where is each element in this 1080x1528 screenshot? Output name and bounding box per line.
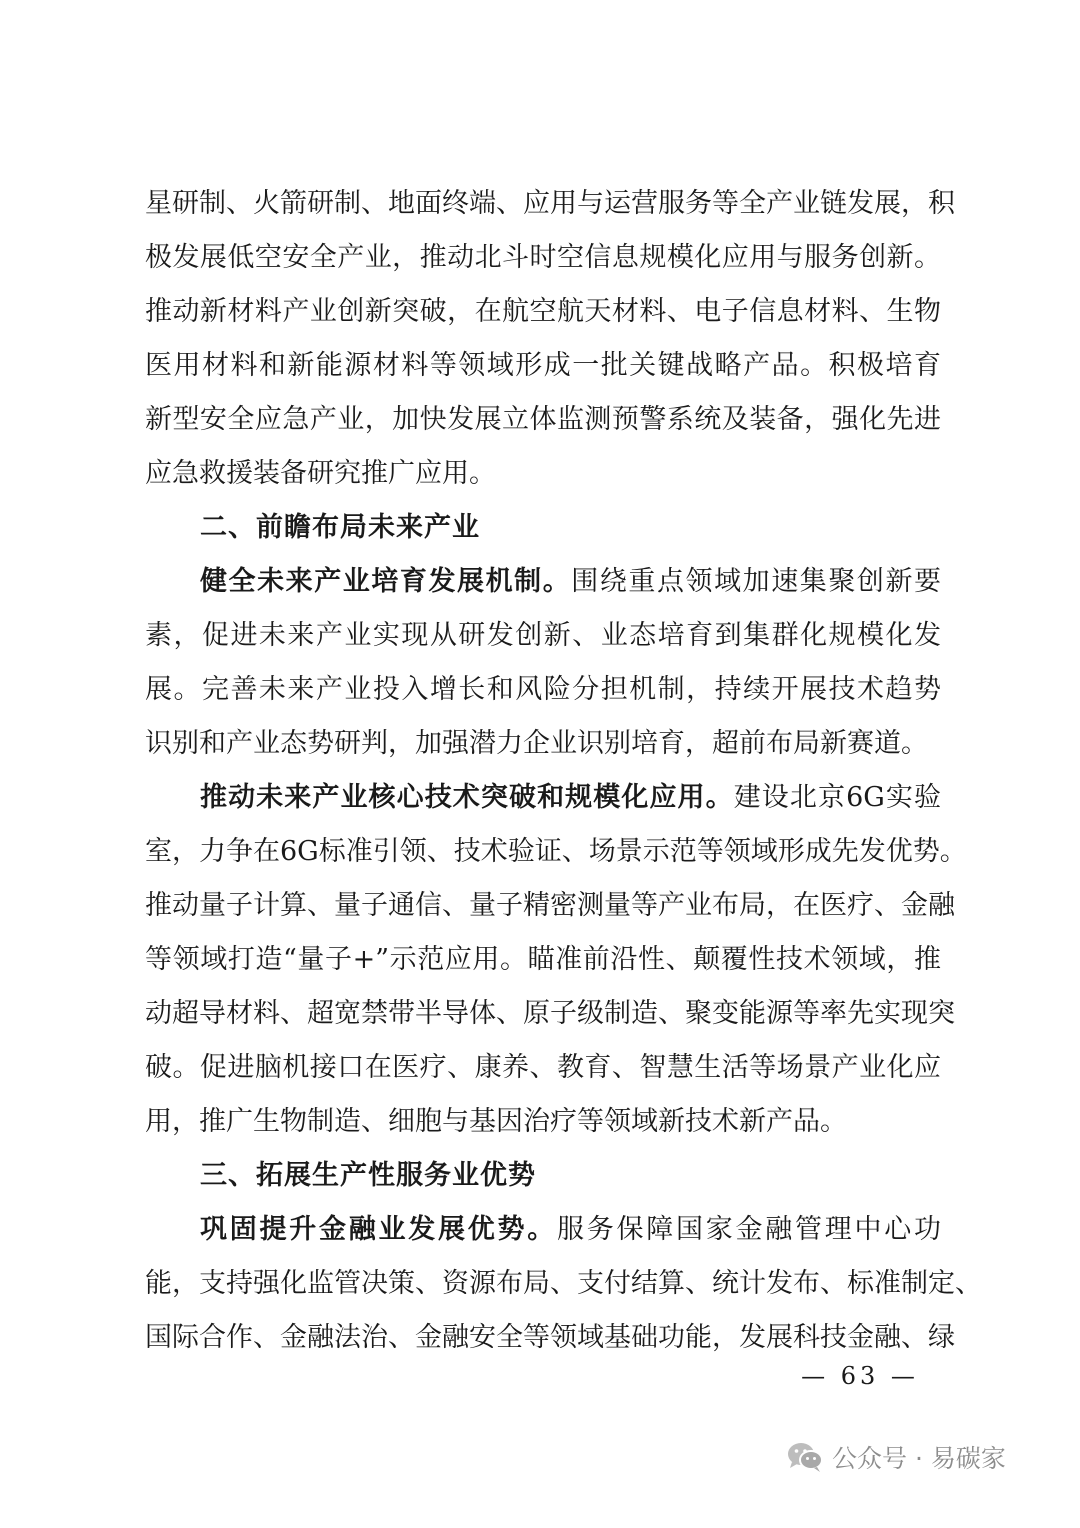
paragraph-lead: 推动未来产业核心技术突破和规模化应用。 xyxy=(200,782,734,813)
text-line: 等领域打造“量子+”示范应用。瞄准前沿性、颠覆性技术领域，推 xyxy=(145,944,941,975)
text-line: 推动新材料产业创新突破，在航空航天材料、电子信息材料、生物 xyxy=(145,296,941,327)
section-heading-producer-services: 三、拓展生产性服务业优势 xyxy=(200,1160,536,1191)
text-line: 素，促进未来产业实现从研发创新、业态培育到集群化规模化发 xyxy=(145,620,941,651)
wechat-icon xyxy=(786,1440,824,1474)
page-number: — 63 — xyxy=(801,1362,919,1390)
text-line: 展。完善未来产业投入增长和风险分担机制，持续开展技术趋势 xyxy=(145,674,941,705)
text-line: 动超导材料、超宽禁带半导体、原子级制造、聚变能源等率先实现突 xyxy=(145,998,955,1029)
text-line: 新型安全应急产业，加快发展立体监测预警系统及装备，强化先进 xyxy=(145,404,941,435)
text-line: 能，支持强化监管决策、资源布局、支付结算、统计发布、标准制定、 xyxy=(145,1268,982,1299)
text-line xyxy=(145,1203,941,1257)
text-line: 用，推广生物制造、细胞与基因治疗等领域新技术新产品。 xyxy=(145,1106,847,1137)
paragraph-text: 围绕重点领域加速集聚创新要 xyxy=(571,566,942,597)
paragraph-2 xyxy=(145,555,941,771)
paragraph-text: 建设北京6G实验 xyxy=(733,782,942,813)
paragraph-lead: 健全未来产业培育发展机制。 xyxy=(200,566,572,597)
text-line: 破。促进脑机接口在医疗、康养、教育、智慧生活等场景产业化应 xyxy=(145,1052,941,1083)
text-line: 应急救援装备研究推广应用。 xyxy=(145,458,496,489)
text-line xyxy=(145,771,941,825)
text-line: 推动量子计算、量子通信、量子精密测量等产业布局，在医疗、金融 xyxy=(145,890,955,921)
paragraph-4 xyxy=(145,1203,982,1365)
text-line xyxy=(145,555,941,609)
paragraph-1 xyxy=(145,177,955,501)
text-line: 极发展低空安全产业，推动北斗时空信息规模化应用与服务创新。 xyxy=(145,242,941,273)
watermark xyxy=(786,1434,1006,1480)
document-body xyxy=(145,177,982,1365)
watermark-text: 公众号 · 易碳家 xyxy=(832,1444,1006,1473)
paragraph-text: 服务保障国家金融管理中心功 xyxy=(557,1214,941,1245)
text-line: 国际合作、金融法治、金融安全等领域基础功能，发展科技金融、绿 xyxy=(145,1322,955,1353)
text-line: 室，力争在6G标准引领、技术验证、场景示范等领域形成先发优势。 xyxy=(145,836,967,867)
text-line: 星研制、火箭研制、地面终端、应用与运营服务等全产业链发展，积 xyxy=(145,188,955,219)
text-line: 识别和产业态势研判，加强潜力企业识别培育，超前布局新赛道。 xyxy=(145,728,928,759)
section-heading-future-industries: 二、前瞻布局未来产业 xyxy=(200,512,480,543)
paragraph-3 xyxy=(145,771,967,1149)
text-line: 医用材料和新能源材料等领域形成一批关键战略产品。积极培育 xyxy=(145,350,941,381)
paragraph-lead: 巩固提升金融业发展优势。 xyxy=(200,1214,557,1245)
